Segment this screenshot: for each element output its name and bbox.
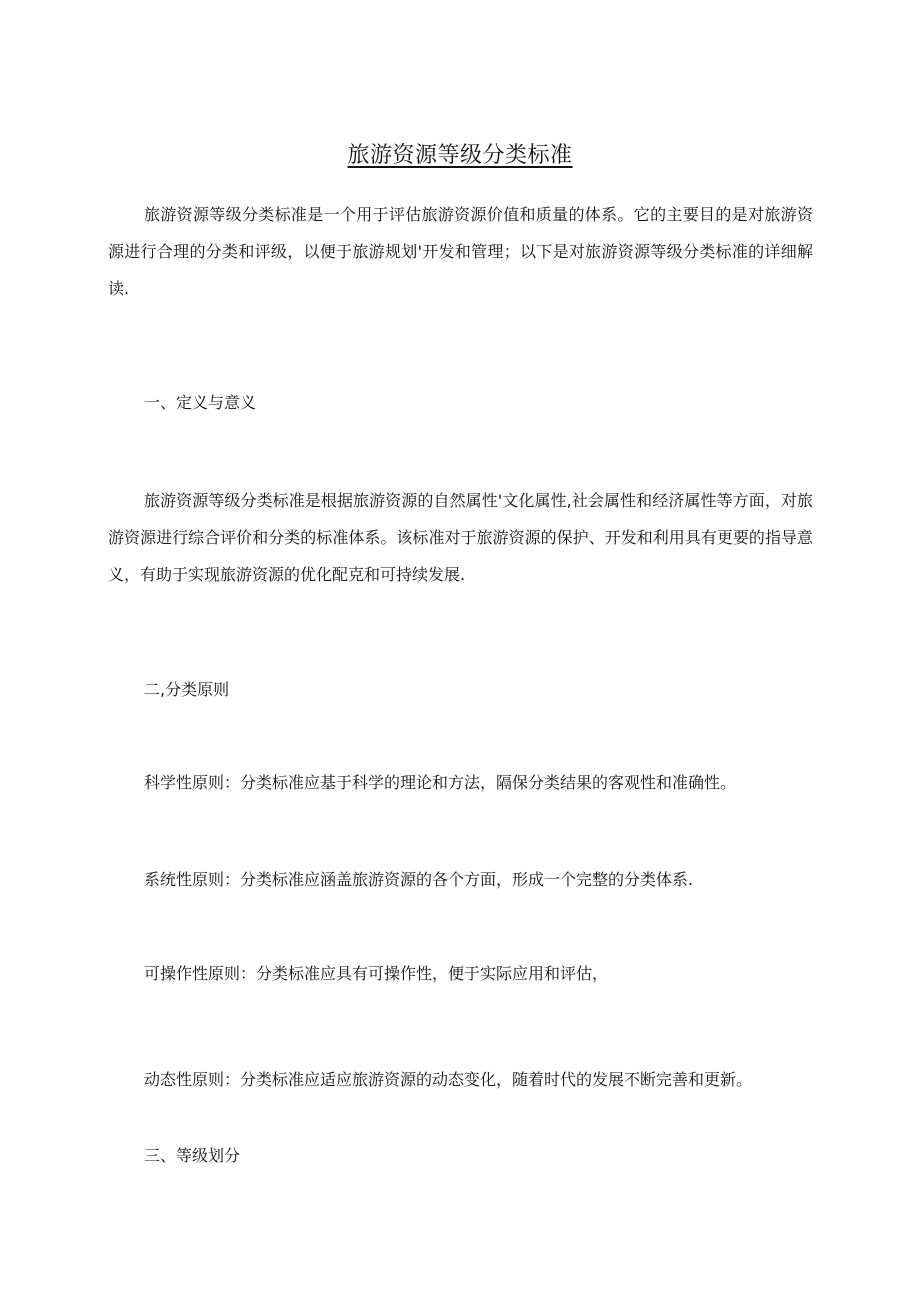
section-heading-grading: 三、等级划分 — [144, 1146, 241, 1165]
principle-operability: 可操作性原则：分类标准应具有可操作性，便于实际应用和评估， — [144, 964, 609, 983]
principle-systematic: 系统性原则：分类标准应涵盖旅游资源的各个方面，形成一个完整的分类体系. — [144, 870, 694, 889]
document-title: 旅游资源等级分类标准 — [347, 143, 573, 168]
section-heading-principles: 二,分类原则 — [144, 680, 230, 699]
principle-dynamic: 动态性原则：分类标准应适应旅游资源的动态变化，随着时代的发展不断完善和更新。 — [144, 1070, 753, 1089]
section-heading-definition: 一、定义与意义 — [144, 393, 257, 412]
principle-scientific: 科学性原则：分类标准应基于科学的理论和方法，隔保分类结果的客观性和准确性。 — [144, 773, 737, 792]
intro-paragraph: 旅游资源等级分类标准是一个用于评估旅游资源价值和质量的体系。它的主要目的是对旅游资源进行合理的分类和评级，以便于旅游规划'开发和管理；以下是对旅游资源等级分类标准的详细解读. — [108, 205, 813, 298]
definition-paragraph: 旅游资源等级分类标准是根据旅游资源的自然属性'文化属性,社会属性和经济属性等方面，对旅游资源进行综合评价和分类的标准体系。该标准对于旅游资源的保护、开发和利用具有更要的指导意义，有助于实现旅游资源的优化配克和可持续发展. — [108, 491, 813, 584]
